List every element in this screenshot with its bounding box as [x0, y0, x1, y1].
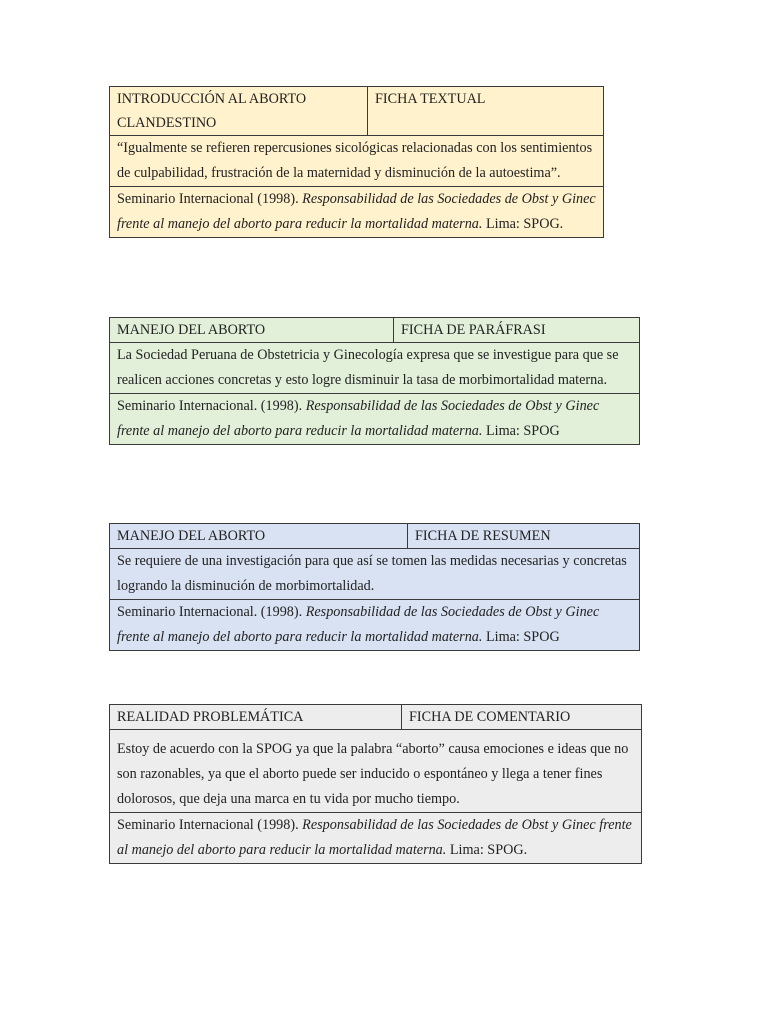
citation-publisher: Lima: SPOG [482, 423, 560, 439]
card-type: FICHA TEXTUAL [368, 87, 604, 136]
card-topic: INTRODUCCIÓN AL ABORTO CLANDESTINO [110, 87, 368, 136]
citation-publisher: Lima: SPOG. [482, 216, 564, 232]
card-body: Estoy de acuerdo con la SPOG ya que la palabra “aborto” causa emociones e ideas que no son razonables, ya que el aborto puede ser inducido o espontáneo y llega a tener fines dolorosos, que deja una marca en tu vida por mucho tiempo. [110, 730, 642, 813]
card-body: “Igualmente se refieren repercusiones sicológicas relacionadas con los sentimientos de culpabilidad, frustración de la maternidad y disminución de la autoestima”. [110, 136, 604, 187]
card-body: La Sociedad Peruana de Obstetricia y Ginecología expresa que se investigue para que se realicen acciones concretas y esto logre disminuir la tasa de morbimortalidad materna. [110, 343, 640, 394]
citation-title: Responsabilidad de las Sociedades de Obst y Ginec frente al manejo del aborto para reducir la mortalidad materna. [117, 817, 632, 858]
card-topic: REALIDAD PROBLEMÁTICA [110, 705, 402, 730]
citation-author: Seminario Internacional (1998). [117, 817, 303, 833]
citation-title: Responsabilidad de las Sociedades de Obst y Ginec frente al manejo del aborto para reducir la mortalidad materna. [117, 604, 600, 645]
card-type: FICHA DE COMENTARIO [402, 705, 642, 730]
ficha-comentario-card [109, 704, 642, 864]
ficha-textual-card [109, 86, 604, 238]
citation-title: Responsabilidad de las Sociedades de Obst y Ginec frente al manejo del aborto para reducir la mortalidad materna. [117, 191, 596, 232]
card-citation [110, 600, 640, 651]
card-type: FICHA DE PARÁFRASI [394, 318, 640, 343]
card-body: Se requiere de una investigación para que así se tomen las medidas necesarias y concretas logrando la disminución de morbimortalidad. [110, 549, 640, 600]
card-citation [110, 187, 604, 238]
ficha-parafrasis-card [109, 317, 640, 445]
card-citation [110, 394, 640, 445]
citation-publisher: Lima: SPOG. [446, 842, 528, 858]
card-topic: MANEJO DEL ABORTO [110, 318, 394, 343]
citation-publisher: Lima: SPOG [482, 629, 560, 645]
citation-author: Seminario Internacional. (1998). [117, 604, 306, 620]
citation-author: Seminario Internacional (1998). [117, 191, 303, 207]
citation-author: Seminario Internacional. (1998). [117, 398, 306, 414]
ficha-resumen-card [109, 523, 640, 651]
card-type: FICHA DE RESUMEN [408, 524, 640, 549]
card-topic: MANEJO DEL ABORTO [110, 524, 408, 549]
citation-title: Responsabilidad de las Sociedades de Obst y Ginec frente al manejo del aborto para reducir la mortalidad materna. [117, 398, 600, 439]
card-citation [110, 813, 642, 864]
